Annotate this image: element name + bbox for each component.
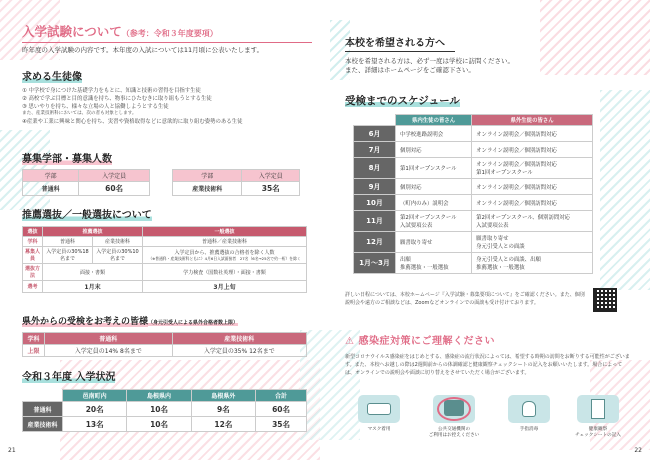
capacity-table-1 xyxy=(22,169,150,196)
selection-head: 選抜 xyxy=(23,227,43,237)
outside-title: 県外からの受検をお考えの皆様 xyxy=(22,317,149,327)
wanted-section xyxy=(22,68,312,126)
capacity-section xyxy=(22,150,312,193)
schedule-row xyxy=(354,253,593,274)
schedule-cell-inside: （町内のみ）説明会 xyxy=(396,195,472,211)
schedule-row xyxy=(354,142,593,158)
capacity-table-2 xyxy=(172,169,300,196)
outside-table xyxy=(22,332,307,357)
checklist-icon xyxy=(577,395,619,423)
wish-line: また、詳細はホームページをご確認下さい。 xyxy=(345,66,475,75)
schedule-cell-outside: 願書取り寄せ 身元引受人との面談 xyxy=(472,232,593,253)
schedule-cell-inside: 第2回オープンスクール 入試要項公表 xyxy=(396,211,472,232)
schedule-month: 7月 xyxy=(354,142,396,158)
status-cell: 9名 xyxy=(191,402,255,417)
qr-code-icon[interactable] xyxy=(593,288,617,312)
schedule-table xyxy=(353,114,593,274)
status-cell: 60名 xyxy=(256,402,307,417)
page-number-left: 21 xyxy=(8,447,16,454)
schedule-head: 県内生徒の皆さん xyxy=(396,115,472,126)
wanted-item: ② 高校で学ぶ目標と目的意識を持ち、物事にひたむきに取り組もうとする生徒 xyxy=(22,96,212,103)
outside-note: （身元引受人による県外合格者数上限） xyxy=(148,320,239,326)
status-cell: 10名 xyxy=(127,402,191,417)
capacity-title: 募集学部・募集人数 xyxy=(22,154,112,165)
capacity-cell: 60名 xyxy=(79,182,150,196)
schedule-row xyxy=(354,195,593,211)
schedule-title: 受検までのスケジュール xyxy=(345,95,460,107)
schedule-cell-inside: 第1回オープンスクール xyxy=(396,158,472,179)
selection-row-label: 選考 xyxy=(23,281,43,293)
schedule-month: 1月〜3月 xyxy=(354,253,396,274)
status-head: 合計 xyxy=(256,390,307,402)
schedule-cell-outside: 身元引受人との面談、出願 推薦選抜・一般選抜 xyxy=(472,253,593,274)
wanted-item: ③ 思いやりを持ち、様々な立場の人と協働しようとする生徒 xyxy=(22,104,169,111)
selection-head: 推薦選抜 xyxy=(43,227,143,237)
selection-cell: 面接・書類 xyxy=(43,264,143,281)
selection-cell: 1月末 xyxy=(43,281,143,293)
selection-cell: 産業技術科 xyxy=(93,237,143,247)
exam-intro: 昨年度の入学試験の内容です。本年度の入試については11月頃に公表いたします。 xyxy=(22,46,264,54)
outside-head: 学科 xyxy=(23,333,45,345)
schedule-cell-inside: 出願 推薦選抜・一般選抜 xyxy=(396,253,472,274)
status-head: 邑南町内 xyxy=(63,390,127,402)
capacity-head: 入学定員 xyxy=(242,170,300,182)
covid-title-wrap xyxy=(345,332,630,347)
schedule-row xyxy=(354,126,593,142)
schedule-cell-outside: オンライン説明会／個別訪問対応 xyxy=(472,126,593,142)
hands-icon xyxy=(508,395,550,423)
covid-icons xyxy=(345,395,630,445)
schedule-cell-outside: オンライン説明会／個別訪問対応 xyxy=(472,195,593,211)
selection-cell: 学力検査（国数社英理）・面接・書類 xyxy=(143,264,307,281)
status-cell: 10名 xyxy=(127,417,191,432)
covid-icon-item xyxy=(419,395,489,438)
selection-table xyxy=(22,226,307,293)
schedule-month: 8月 xyxy=(354,158,396,179)
status-cell: 13名 xyxy=(63,417,127,432)
capacity-head: 入学定員 xyxy=(79,170,150,182)
page-number-right: 22 xyxy=(634,447,642,454)
schedule-row xyxy=(354,158,593,179)
covid-icon-label: 健康観察 チェックシートの記入 xyxy=(575,427,621,438)
status-head: 島根県内 xyxy=(127,390,191,402)
schedule-head xyxy=(354,115,396,126)
schedule-head: 県外生徒の皆さん xyxy=(472,115,593,126)
selection-cell: 入学定員から、推薦選抜の合格者を除く人数 xyxy=(174,249,275,256)
covid-icon-label: 手指消毒 xyxy=(519,427,539,432)
outside-section xyxy=(22,314,312,357)
covid-icon-label: 公共交通機関の ご利用はお控えください xyxy=(428,427,480,438)
selection-row-label: 学科 xyxy=(23,237,43,247)
status-row-label: 産業技術科 xyxy=(23,417,63,432)
covid-icon-item xyxy=(567,395,629,438)
schedule-cell-inside: 個別対応 xyxy=(396,142,472,158)
schedule-cell-inside: 中学校進路説明会 xyxy=(396,126,472,142)
outside-head: 産業技術科 xyxy=(172,333,306,345)
wanted-title: 求める生徒像 xyxy=(22,72,82,83)
selection-note: （※普通科・産業技術科ともに）4月6日入試面接者 27名（6名→25名で約一桁）を除く xyxy=(148,255,301,261)
schedule-cell-outside: オンライン説明会／個別訪問対応 xyxy=(472,179,593,195)
exam-title-note: （参考：令和３年度要項） xyxy=(121,29,218,38)
outside-cell: 入学定員の35% 12名まで xyxy=(172,345,306,357)
schedule-month: 11月 xyxy=(354,211,396,232)
covid-icon-item xyxy=(501,395,557,432)
schedule-row xyxy=(354,211,593,232)
schedule-cell-outside: オンライン説明会／個別訪問対応 第1回オープンスクール xyxy=(472,158,593,179)
covid-title: 感染症対策にご理解ください xyxy=(358,336,495,347)
contact-note: 詳しい日程については、本校ホームページ『入学試験・募集要項について』をご確認ください。また、個別説明会や遠方のご相談などは、Zoomなどオンラインでの面談も受け付けております。 xyxy=(345,292,585,306)
capacity-head: 学部 xyxy=(173,170,242,182)
status-cell: 35名 xyxy=(256,417,307,432)
capacity-cell: 産業技術科 xyxy=(173,182,242,196)
exam-title: 入学試験について xyxy=(22,24,122,39)
selection-title: 推薦選抜／一般選抜について xyxy=(22,210,152,221)
selection-section xyxy=(22,206,312,293)
schedule-month: 10月 xyxy=(354,195,396,211)
exam-header xyxy=(22,22,312,55)
selection-row-label: 選抜方法 xyxy=(23,264,43,281)
schedule-body xyxy=(354,126,593,274)
covid-icon-item xyxy=(351,395,407,432)
bus-icon xyxy=(433,395,475,423)
wish-line: 本校を希望される方は、必ず一度は学校に訪問ください。 xyxy=(345,57,514,65)
schedule-cell-outside: 第2回オープンスクール、個別訪問対応 入試要項公表 xyxy=(472,211,593,232)
alert-icon: ⚠ xyxy=(345,336,355,347)
status-title: 令和３年度 入学状況 xyxy=(22,372,116,383)
selection-cell: 普通科 xyxy=(43,237,93,247)
status-head xyxy=(23,390,63,402)
outside-head: 普通科 xyxy=(45,333,173,345)
selection-row-label: 募集人員 xyxy=(23,247,43,264)
wanted-note: また、産業技術科においては、次の者も対象とします。 xyxy=(22,111,137,117)
status-head: 島根県外 xyxy=(191,390,255,402)
schedule-month: 6月 xyxy=(354,126,396,142)
capacity-cell: 普通科 xyxy=(23,182,79,196)
schedule-cell-outside: オンライン説明会／個別訪問対応 xyxy=(472,142,593,158)
covid-section xyxy=(345,332,630,377)
selection-cell: 普通科／産業技術科 xyxy=(143,237,307,247)
status-table xyxy=(22,389,307,432)
covid-body: 新型コロナウイルス感染症をはじめとする、感染症の流行状況によっては、希望する時期の訪問をお断りする可能性がございます。また、本校へお越しの際は2週間前からの体調確認と健康観察チェックシートの記入をお願いいたします。場合によっては、オンラインでの説明会や面談に切り替えをさせていただく場合がございます。 xyxy=(345,354,630,376)
schedule-row xyxy=(354,179,593,195)
schedule-cell-inside: 願書取り寄せ xyxy=(396,232,472,253)
wanted-item: ① 中学校で身につけた基礎学力をもとに、知識と技術の習得を目指す生徒 xyxy=(22,88,201,94)
outside-cell: 入学定員の14% 8名まで xyxy=(45,345,173,357)
wish-title: 本校を希望される方へ xyxy=(345,34,455,52)
covid-icon-label: マスク着用 xyxy=(367,427,391,432)
schedule-section xyxy=(345,93,630,274)
mask-icon xyxy=(358,395,400,423)
status-cell: 12名 xyxy=(191,417,255,432)
selection-cell: 入学定員の30%10名まで xyxy=(93,247,143,264)
schedule-month: 12月 xyxy=(354,232,396,253)
capacity-cell: 35名 xyxy=(242,182,300,196)
schedule-cell-inside: 個別対応 xyxy=(396,179,472,195)
outside-row-label: 上限 xyxy=(23,345,45,357)
wish-section xyxy=(345,34,630,76)
selection-cell: 入学定員の30%18名まで xyxy=(43,247,93,264)
selection-cell: 3月上旬 xyxy=(143,281,307,293)
schedule-month: 9月 xyxy=(354,179,396,195)
status-cell: 20名 xyxy=(63,402,127,417)
schedule-row xyxy=(354,232,593,253)
status-row-label: 普通科 xyxy=(23,402,63,417)
status-section xyxy=(22,368,312,432)
wanted-item: ④産業や工業に興味と関心を持ち、実習や資格取得などに意欲的に取り組む姿勢のある生徒 xyxy=(22,119,243,126)
capacity-head: 学部 xyxy=(23,170,79,182)
selection-head: 一般選抜 xyxy=(143,227,307,237)
right-page xyxy=(325,0,650,460)
